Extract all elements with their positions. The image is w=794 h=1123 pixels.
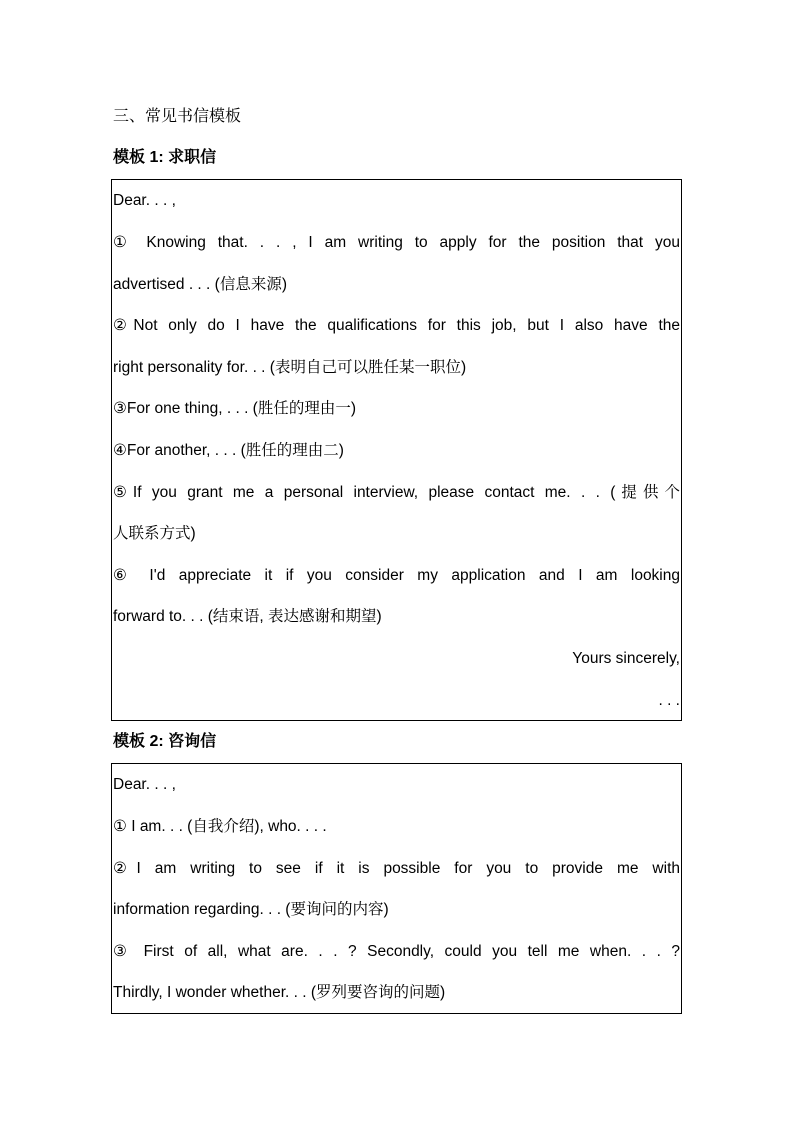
template-2-line: information regarding. . . (要询问的内容) [113, 901, 389, 919]
template-2-line: ②I am writing to see if it is possible for you to provide me with [113, 859, 680, 877]
template-2-salutation: Dear. . . , [113, 776, 176, 793]
template-2-line: ③ First of all, what are. . . ? Secondly, could you tell me when. . . ? [113, 942, 680, 960]
template-2-line: Thirdly, I wonder whether. . . (罗列要咨询的问题) [113, 984, 446, 1002]
template-1-line: advertised . . . (信息来源) [113, 275, 287, 293]
template-1-line: ⑤If you grant me a personal interview, please contact me. . . (提供个 [113, 483, 680, 501]
template-1-salutation: Dear. . . , [113, 192, 176, 209]
template-2-line: ① I am. . . (自我介绍), who. . . . [113, 818, 327, 835]
template-2-heading: 模板 2: 咨询信 [113, 733, 217, 750]
template-1-line: right personality for. . . (表明自己可以胜任某一职位) [113, 358, 467, 376]
template-1-line: ① Knowing that. . . , I am writing to apply for the position that you [113, 234, 680, 251]
section-title: 三、常见书信模板 [113, 108, 242, 125]
template-1-signature: . . . [658, 691, 680, 709]
template-1-line: 人联系方式) [113, 525, 196, 543]
template-1-heading: 模板 1: 求职信 [113, 149, 217, 166]
template-1-line: ④For another, . . . (胜任的理由二) [113, 441, 344, 459]
template-1-line: ⑥ I'd appreciate it if you consider my application and I am looking [113, 566, 680, 584]
template-1-line: ②Not only do I have the qualifications for this job, but I also have the [113, 317, 680, 335]
template-1-line: forward to. . . (结束语, 表达感谢和期望) [113, 608, 382, 626]
template-2-box [111, 763, 682, 1014]
template-1-line: ③For one thing, . . . (胜任的理由一) [113, 400, 357, 418]
template-1-closing: Yours sincerely, [572, 649, 680, 667]
template-1-box [111, 179, 682, 721]
